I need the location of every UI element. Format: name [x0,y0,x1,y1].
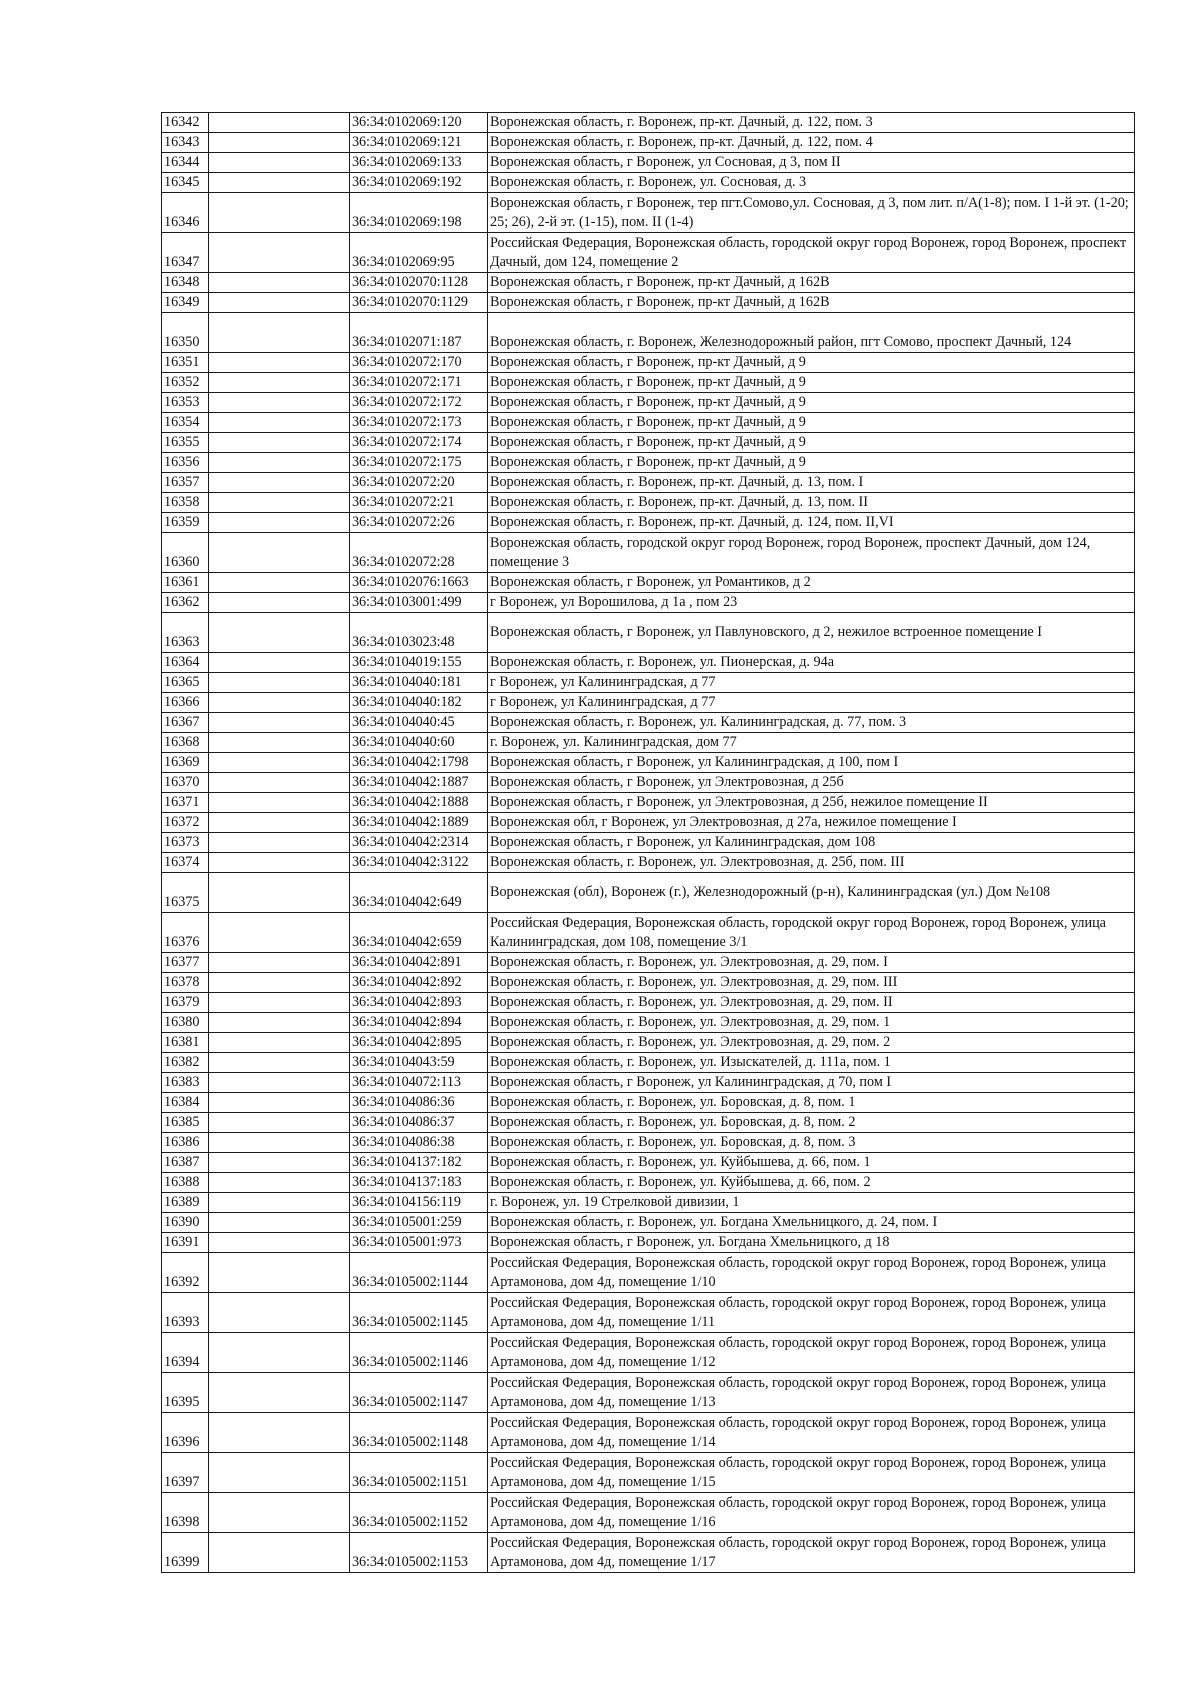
row-number-cell: 16379 [162,993,209,1013]
empty-cell [209,953,350,973]
row-number-cell: 16392 [162,1253,209,1293]
row-number-cell: 16375 [162,873,209,913]
address-cell: Российская Федерация, Воронежская область, городской округ город Воронеж, город Воронеж, улица Артамонова, дом 4д, помещение 1/15 [488,1453,1135,1493]
row-number-cell: 16348 [162,273,209,293]
cadastral-number-cell: 36:34:0104156:119 [350,1193,488,1213]
cadastral-number-cell: 36:34:0102069:192 [350,173,488,193]
address-cell: Воронежская область, г. Воронеж, ул. Куйбышева, д. 66, пом. 2 [488,1173,1135,1193]
cadastral-number-cell: 36:34:0102072:21 [350,493,488,513]
cadastral-number-cell: 36:34:0103023:48 [350,613,488,653]
address-cell: г. Воронеж, ул. 19 Стрелковой дивизии, 1 [488,1193,1135,1213]
row-number-cell: 16367 [162,713,209,733]
table-row [162,733,1135,753]
row-number-cell: 16384 [162,1093,209,1113]
empty-cell [209,873,350,913]
row-number-cell: 16349 [162,293,209,313]
cadastral-number-cell: 36:34:0104019:155 [350,653,488,673]
address-cell: Воронежская область, г. Воронеж, ул. Боровская, д. 8, пом. 3 [488,1133,1135,1153]
table-row [162,1453,1135,1493]
address-cell: Воронежская область, г. Воронеж, пр-кт. Дачный, д. 124, пом. II,VI [488,513,1135,533]
empty-cell [209,853,350,873]
empty-cell [209,1093,350,1113]
empty-cell [209,513,350,533]
empty-cell [209,353,350,373]
address-cell: Российская Федерация, Воронежская область, городской округ город Воронеж, город Воронеж, проспект Дачный, дом 124, помещение 2 [488,233,1135,273]
address-cell: Воронежская область, г. Воронеж, ул. Электровозная, д. 29, пом. I [488,953,1135,973]
address-cell: Воронежская область, г. Воронеж, ул. Богдана Хмельницкого, д. 24, пом. I [488,1213,1135,1233]
row-number-cell: 16366 [162,693,209,713]
row-number-cell: 16350 [162,313,209,353]
table-row [162,813,1135,833]
table-row [162,413,1135,433]
empty-cell [209,433,350,453]
table-row [162,753,1135,773]
row-number-cell: 16362 [162,593,209,613]
table-row [162,1173,1135,1193]
row-number-cell: 16394 [162,1333,209,1373]
empty-cell [209,413,350,433]
row-number-cell: 16347 [162,233,209,273]
empty-cell [209,1193,350,1213]
table-row [162,593,1135,613]
cadastral-number-cell: 36:34:0102072:26 [350,513,488,533]
address-cell: Воронежская область, г. Воронеж, ул. Боровская, д. 8, пом. 2 [488,1113,1135,1133]
empty-cell [209,273,350,293]
cadastral-number-cell: 36:34:0102069:198 [350,193,488,233]
address-cell: Воронежская область, г. Воронеж, ул. Электровозная, д. 29, пом. 2 [488,1033,1135,1053]
cadastral-number-cell: 36:34:0102072:28 [350,533,488,573]
cadastral-number-cell: 36:34:0104042:3122 [350,853,488,873]
address-cell: Российская Федерация, Воронежская область, городской округ город Воронеж, город Воронеж, улица Артамонова, дом 4д, помещение 1/10 [488,1253,1135,1293]
empty-cell [209,773,350,793]
cadastral-number-cell: 36:34:0104086:37 [350,1113,488,1133]
table-row [162,1333,1135,1373]
row-number-cell: 16378 [162,973,209,993]
table-row [162,793,1135,813]
row-number-cell: 16372 [162,813,209,833]
cadastral-number-cell: 36:34:0104040:45 [350,713,488,733]
empty-cell [209,993,350,1013]
empty-cell [209,1033,350,1053]
table-row [162,1113,1135,1133]
address-cell: Воронежская область, г. Воронеж, Железнодорожный район, пгт Сомово, проспект Дачный, 124 [488,313,1135,353]
address-cell: Воронежская область, г Воронеж, ул Калининградская, д 100, пом I [488,753,1135,773]
table-row [162,453,1135,473]
empty-cell [209,1133,350,1153]
empty-cell [209,613,350,653]
empty-cell [209,473,350,493]
cadastral-number-cell: 36:34:0102070:1129 [350,293,488,313]
empty-cell [209,313,350,353]
cadastral-number-cell: 36:34:0102072:175 [350,453,488,473]
row-number-cell: 16399 [162,1533,209,1573]
empty-cell [209,573,350,593]
table-row [162,993,1135,1013]
cadastral-number-cell: 36:34:0104040:60 [350,733,488,753]
empty-cell [209,1153,350,1173]
empty-cell [209,1053,350,1073]
address-cell: Воронежская область, г Воронеж, пр-кт Дачный, д 9 [488,453,1135,473]
table-row [162,473,1135,493]
empty-cell [209,133,350,153]
row-number-cell: 16370 [162,773,209,793]
table-row [162,573,1135,593]
table-row [162,493,1135,513]
table-row [162,273,1135,293]
table-row [162,193,1135,233]
table-row [162,1293,1135,1333]
empty-cell [209,1213,350,1233]
cadastral-number-cell: 36:34:0105002:1151 [350,1453,488,1493]
table-row [162,1073,1135,1093]
table-row [162,533,1135,573]
table-row [162,1013,1135,1033]
empty-cell [209,813,350,833]
cadastral-number-cell: 36:34:0102076:1663 [350,573,488,593]
cadastral-number-cell: 36:34:0104042:893 [350,993,488,1013]
table-row [162,1233,1135,1253]
address-cell: Воронежская область, г. Воронеж, ул. Пионерская, д. 94а [488,653,1135,673]
cadastral-number-cell: 36:34:0104137:182 [350,1153,488,1173]
row-number-cell: 16380 [162,1013,209,1033]
row-number-cell: 16386 [162,1133,209,1153]
address-cell: Российская Федерация, Воронежская область, городской округ город Воронеж, город Воронеж, улица Артамонова, дом 4д, помещение 1/11 [488,1293,1135,1333]
cadastral-number-cell: 36:34:0105001:973 [350,1233,488,1253]
address-cell: Воронежская область, г. Воронеж, ул. Электровозная, д. 29, пом. III [488,973,1135,993]
empty-cell [209,1333,350,1373]
table-row [162,393,1135,413]
empty-cell [209,1173,350,1193]
table-row [162,1533,1135,1573]
empty-cell [209,153,350,173]
empty-cell [209,973,350,993]
cadastral-number-cell: 36:34:0104042:2314 [350,833,488,853]
table-row [162,953,1135,973]
table-row [162,153,1135,173]
table-row [162,853,1135,873]
row-number-cell: 16369 [162,753,209,773]
empty-cell [209,833,350,853]
cadastral-number-cell: 36:34:0102072:172 [350,393,488,413]
address-cell: Воронежская область, г. Воронеж, пр-кт. Дачный, д. 122, пом. 3 [488,113,1135,133]
empty-cell [209,1533,350,1573]
row-number-cell: 16360 [162,533,209,573]
cadastral-number-cell: 36:34:0104043:59 [350,1053,488,1073]
row-number-cell: 16371 [162,793,209,813]
row-number-cell: 16397 [162,1453,209,1493]
empty-cell [209,173,350,193]
row-number-cell: 16376 [162,913,209,953]
row-number-cell: 16374 [162,853,209,873]
cadastral-number-cell: 36:34:0102072:171 [350,373,488,393]
empty-cell [209,713,350,733]
row-number-cell: 16387 [162,1153,209,1173]
cadastral-number-cell: 36:34:0102072:174 [350,433,488,453]
cadastral-number-cell: 36:34:0104042:1887 [350,773,488,793]
row-number-cell: 16373 [162,833,209,853]
cadastral-number-cell: 36:34:0102071:187 [350,313,488,353]
cadastral-number-cell: 36:34:0105002:1145 [350,1293,488,1333]
table-row [162,1153,1135,1173]
row-number-cell: 16393 [162,1293,209,1333]
empty-cell [209,373,350,393]
address-cell: Российская Федерация, Воронежская область, городской округ город Воронеж, город Воронеж, улица Артамонова, дом 4д, помещение 1/14 [488,1413,1135,1453]
row-number-cell: 16342 [162,113,209,133]
address-cell: Воронежская область, г Воронеж, тер пгт.Сомово,ул. Сосновая, д 3, пом лит. п/А(1-8); пом. I 1-й эт. (1-20; 25; 26), 2-й эт. (1-15), пом. II (1-4) [488,193,1135,233]
table-row [162,1373,1135,1413]
address-cell: Воронежская область, г. Воронеж, ул. Боровская, д. 8, пом. 1 [488,1093,1135,1113]
address-cell: Воронежская область, г Воронеж, пр-кт Дачный, д 9 [488,413,1135,433]
cadastral-number-cell: 36:34:0104086:38 [350,1133,488,1153]
address-cell: Воронежская область, г Воронеж, ул Калининградская, дом 108 [488,833,1135,853]
row-number-cell: 16396 [162,1413,209,1453]
address-cell: Российская Федерация, Воронежская область, городской округ город Воронеж, город Воронеж, улица Калининградская, дом 108, помещение 3/1 [488,913,1135,953]
row-number-cell: 16356 [162,453,209,473]
cadastral-number-cell: 36:34:0105002:1146 [350,1333,488,1373]
registry-table-body [162,113,1135,1573]
row-number-cell: 16357 [162,473,209,493]
address-cell: г Воронеж, ул Калининградская, д 77 [488,673,1135,693]
row-number-cell: 16389 [162,1193,209,1213]
address-cell: Российская Федерация, Воронежская область, городской округ город Воронеж, город Воронеж, улица Артамонова, дом 4д, помещение 1/17 [488,1533,1135,1573]
empty-cell [209,1293,350,1333]
cadastral-number-cell: 36:34:0104042:1888 [350,793,488,813]
address-cell: Воронежская область, г Воронеж, пр-кт Дачный, д 9 [488,353,1135,373]
address-cell: Российская Федерация, Воронежская область, городской округ город Воронеж, город Воронеж, улица Артамонова, дом 4д, помещение 1/16 [488,1493,1135,1533]
table-row [162,1053,1135,1073]
cadastral-number-cell: 36:34:0105002:1152 [350,1493,488,1533]
empty-cell [209,753,350,773]
empty-cell [209,793,350,813]
table-row [162,873,1135,913]
row-number-cell: 16377 [162,953,209,973]
empty-cell [209,493,350,513]
table-row [162,1493,1135,1533]
cadastral-number-cell: 36:34:0103001:499 [350,593,488,613]
empty-cell [209,653,350,673]
property-registry-table [161,112,1135,1573]
cadastral-number-cell: 36:34:0104072:113 [350,1073,488,1093]
cadastral-number-cell: 36:34:0104040:182 [350,693,488,713]
empty-cell [209,1493,350,1533]
table-row [162,133,1135,153]
address-cell: Воронежская область, г. Воронеж, ул. Куйбышева, д. 66, пом. 1 [488,1153,1135,1173]
address-cell: Воронежская область, г. Воронеж, ул. Изыскателей, д. 111а, пом. 1 [488,1053,1135,1073]
table-row [162,1213,1135,1233]
table-row [162,653,1135,673]
cadastral-number-cell: 36:34:0104040:181 [350,673,488,693]
table-row [162,973,1135,993]
address-cell: Воронежская область, г Воронеж, пр-кт Дачный, д 9 [488,373,1135,393]
address-cell: Воронежская область, г. Воронеж, ул. Калининградская, д. 77, пом. 3 [488,713,1135,733]
address-cell: г. Воронеж, ул. Калининградская, дом 77 [488,733,1135,753]
cadastral-number-cell: 36:34:0104042:894 [350,1013,488,1033]
empty-cell [209,1073,350,1093]
empty-cell [209,113,350,133]
row-number-cell: 16358 [162,493,209,513]
row-number-cell: 16354 [162,413,209,433]
empty-cell [209,1253,350,1293]
table-row [162,433,1135,453]
cadastral-number-cell: 36:34:0104086:36 [350,1093,488,1113]
table-row [162,1093,1135,1113]
table-row [162,913,1135,953]
cadastral-number-cell: 36:34:0102072:20 [350,473,488,493]
row-number-cell: 16355 [162,433,209,453]
empty-cell [209,733,350,753]
row-number-cell: 16359 [162,513,209,533]
address-cell: г Воронеж, ул Ворошилова, д 1а , пом 23 [488,593,1135,613]
empty-cell [209,1013,350,1033]
cadastral-number-cell: 36:34:0105002:1144 [350,1253,488,1293]
address-cell: Воронежская область, г Воронеж, пр-кт Дачный, д 9 [488,393,1135,413]
table-row [162,513,1135,533]
empty-cell [209,393,350,413]
cadastral-number-cell: 36:34:0102072:170 [350,353,488,373]
table-row [162,233,1135,273]
row-number-cell: 16346 [162,193,209,233]
cadastral-number-cell: 36:34:0105001:259 [350,1213,488,1233]
address-cell: Воронежская область, г. Воронеж, пр-кт. Дачный, д. 13, пом. II [488,493,1135,513]
address-cell: Воронежская область, г Воронеж, ул Павлуновского, д 2, нежилое встроенное помещение I [488,613,1135,653]
table-row [162,773,1135,793]
address-cell: Воронежская область, г. Воронеж, ул. Сосновая, д. 3 [488,173,1135,193]
row-number-cell: 16365 [162,673,209,693]
row-number-cell: 16344 [162,153,209,173]
row-number-cell: 16368 [162,733,209,753]
cadastral-number-cell: 36:34:0104042:1798 [350,753,488,773]
row-number-cell: 16361 [162,573,209,593]
table-row [162,353,1135,373]
cadastral-number-cell: 36:34:0104042:892 [350,973,488,993]
cadastral-number-cell: 36:34:0102069:133 [350,153,488,173]
cadastral-number-cell: 36:34:0105002:1147 [350,1373,488,1413]
row-number-cell: 16363 [162,613,209,653]
empty-cell [209,293,350,313]
address-cell: Воронежская область, г Воронеж, пр-кт Дачный, д 162В [488,293,1135,313]
cadastral-number-cell: 36:34:0105002:1148 [350,1413,488,1453]
table-row [162,833,1135,853]
address-cell: Воронежская область, г. Воронеж, пр-кт. Дачный, д. 122, пом. 4 [488,133,1135,153]
empty-cell [209,673,350,693]
table-row [162,1413,1135,1453]
address-cell: Воронежская область, г. Воронеж, ул. Электровозная, д. 29, пом. 1 [488,1013,1135,1033]
table-row [162,313,1135,353]
address-cell: Воронежская область, г. Воронеж, ул. Электровозная, д. 29, пом. II [488,993,1135,1013]
table-row [162,1193,1135,1213]
table-row [162,173,1135,193]
cadastral-number-cell: 36:34:0104042:649 [350,873,488,913]
table-row [162,113,1135,133]
cadastral-number-cell: 36:34:0102069:95 [350,233,488,273]
cadastral-number-cell: 36:34:0104042:659 [350,913,488,953]
address-cell: Воронежская область, г Воронеж, ул Электровозная, д 25б, нежилое помещение II [488,793,1135,813]
table-row [162,1033,1135,1053]
row-number-cell: 16390 [162,1213,209,1233]
cadastral-number-cell: 36:34:0104042:1889 [350,813,488,833]
cadastral-number-cell: 36:34:0104042:895 [350,1033,488,1053]
row-number-cell: 16345 [162,173,209,193]
empty-cell [209,1233,350,1253]
table-row [162,613,1135,653]
row-number-cell: 16381 [162,1033,209,1053]
row-number-cell: 16391 [162,1233,209,1253]
row-number-cell: 16388 [162,1173,209,1193]
empty-cell [209,593,350,613]
row-number-cell: 16383 [162,1073,209,1093]
cadastral-number-cell: 36:34:0102070:1128 [350,273,488,293]
cadastral-number-cell: 36:34:0102072:173 [350,413,488,433]
address-cell: Воронежская область, городской округ город Воронеж, город Воронеж, проспект Дачный, дом 124, помещение 3 [488,533,1135,573]
empty-cell [209,193,350,233]
empty-cell [209,913,350,953]
address-cell: Воронежская обл, г Воронеж, ул Электровозная, д 27а, нежилое помещение I [488,813,1135,833]
table-row [162,693,1135,713]
empty-cell [209,233,350,273]
table-row [162,1253,1135,1293]
address-cell: Воронежская область, г Воронеж, пр-кт Дачный, д 9 [488,433,1135,453]
address-cell: Воронежская (обл), Воронеж (г.), Железнодорожный (р-н), Калининградская (ул.) Дом №108 [488,873,1135,913]
cadastral-number-cell: 36:34:0102069:121 [350,133,488,153]
row-number-cell: 16398 [162,1493,209,1533]
address-cell: Воронежская область, г Воронеж, ул Романтиков, д 2 [488,573,1135,593]
row-number-cell: 16382 [162,1053,209,1073]
row-number-cell: 16352 [162,373,209,393]
address-cell: Воронежская область, г Воронеж, ул Сосновая, д 3, пом II [488,153,1135,173]
address-cell: г Воронеж, ул Калининградская, д 77 [488,693,1135,713]
address-cell: Воронежская область, г. Воронеж, пр-кт. Дачный, д. 13, пом. I [488,473,1135,493]
address-cell: Российская Федерация, Воронежская область, городской округ город Воронеж, город Воронеж, улица Артамонова, дом 4д, помещение 1/13 [488,1373,1135,1413]
empty-cell [209,453,350,473]
empty-cell [209,533,350,573]
empty-cell [209,1373,350,1413]
table-row [162,713,1135,733]
table-row [162,373,1135,393]
empty-cell [209,1113,350,1133]
cadastral-number-cell: 36:34:0105002:1153 [350,1533,488,1573]
row-number-cell: 16353 [162,393,209,413]
table-row [162,673,1135,693]
row-number-cell: 16385 [162,1113,209,1133]
row-number-cell: 16343 [162,133,209,153]
address-cell: Воронежская область, г Воронеж, ул. Богдана Хмельницкого, д 18 [488,1233,1135,1253]
row-number-cell: 16364 [162,653,209,673]
cadastral-number-cell: 36:34:0104137:183 [350,1173,488,1193]
row-number-cell: 16395 [162,1373,209,1413]
cadastral-number-cell: 36:34:0104042:891 [350,953,488,973]
address-cell: Воронежская область, г Воронеж, ул Электровозная, д 25б [488,773,1135,793]
table-row [162,1133,1135,1153]
cadastral-number-cell: 36:34:0102069:120 [350,113,488,133]
address-cell: Воронежская область, г Воронеж, пр-кт Дачный, д 162В [488,273,1135,293]
row-number-cell: 16351 [162,353,209,373]
table-row [162,293,1135,313]
empty-cell [209,693,350,713]
empty-cell [209,1453,350,1493]
empty-cell [209,1413,350,1453]
address-cell: Российская Федерация, Воронежская область, городской округ город Воронеж, город Воронеж, улица Артамонова, дом 4д, помещение 1/12 [488,1333,1135,1373]
address-cell: Воронежская область, г. Воронеж, ул. Электровозная, д. 25б, пом. III [488,853,1135,873]
address-cell: Воронежская область, г Воронеж, ул Калининградская, д 70, пом I [488,1073,1135,1093]
